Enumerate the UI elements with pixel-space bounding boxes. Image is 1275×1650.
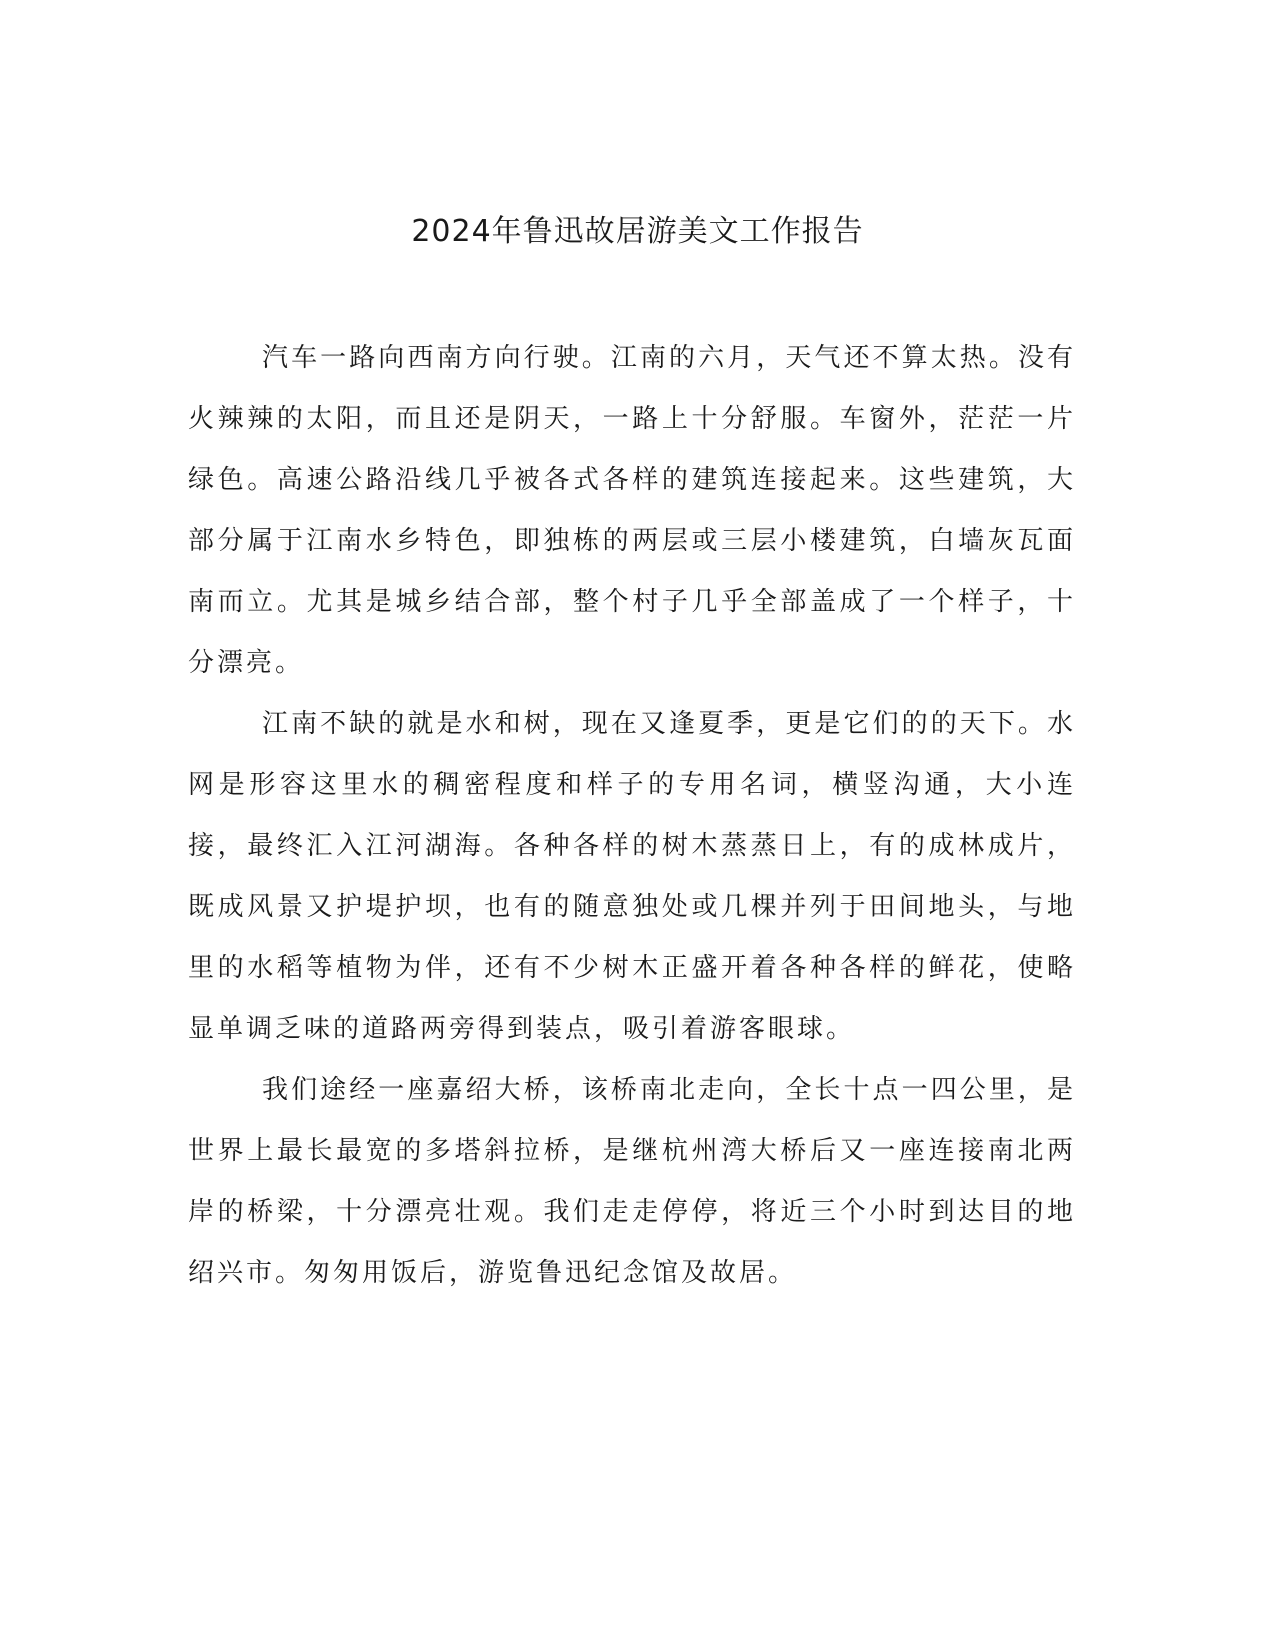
- document-body: [188, 328, 1076, 1304]
- paragraph-2: 江南不缺的就是水和树，现在又逢夏季，更是它们的的天下。水网是形容这里水的稠密程度和样子的专用名词，横竖沟通，大小连接，最终汇入江河湖海。各种各样的树木蒸蒸日上，有的成林成片，既成风景又护堤护坝，也有的随意独处或几棵并列于田间地头，与地里的水稻等植物为伴，还有不少树木正盛开着各种各样的鲜花，使略显单调乏味的道路两旁得到装点，吸引着游客眼球。: [188, 709, 1076, 1044]
- paragraph-3: 我们途经一座嘉绍大桥，该桥南北走向，全长十点一四公里，是世界上最长最宽的多塔斜拉桥，是继杭州湾大桥后又一座连接南北两岸的桥梁，十分漂亮壮观。我们走走停停，将近三个小时到达目的地绍兴市。匆匆用饭后，游览鲁迅纪念馆及故居。: [188, 1075, 1076, 1288]
- paragraph-1: 汽车一路向西南方向行驶。江南的六月，天气还不算太热。没有火辣辣的太阳，而且还是阴天，一路上十分舒服。车窗外，茫茫一片绿色。高速公路沿线几乎被各式各样的建筑连接起来。这些建筑，大部分属于江南水乡特色，即独栋的两层或三层小楼建筑，白墙灰瓦面南而立。尤其是城乡结合部，整个村子几乎全部盖成了一个样子，十分漂亮。: [188, 343, 1076, 678]
- document-title: 2024年鲁迅故居游美文工作报告: [411, 214, 864, 249]
